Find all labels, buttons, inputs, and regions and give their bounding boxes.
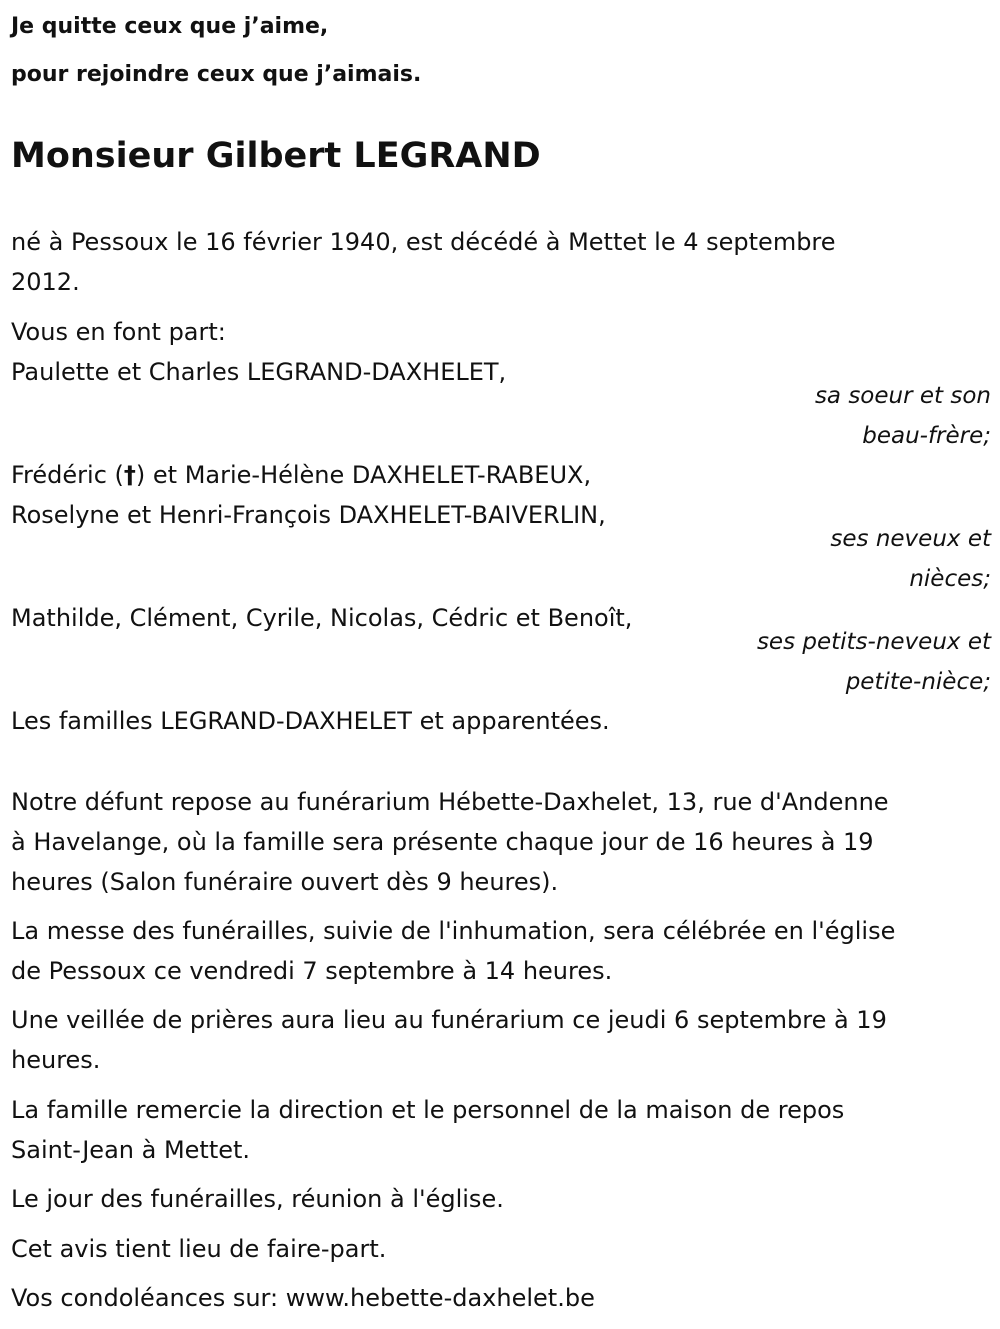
relation-nephews-line-1: ses neveux et: [830, 526, 991, 552]
cross-icon: †: [123, 461, 136, 489]
family-related: Les familles LEGRAND-DAXHELET et apparentées.: [11, 707, 610, 735]
vigil-line-1: Une veillée de prières aura lieu au funérarium ce jeudi 6 septembre à 19: [11, 1006, 887, 1034]
family-grandnephews: Mathilde, Clément, Cyrile, Nicolas, Cédric et Benoît,: [11, 604, 633, 632]
epigraph-line-2: pour rejoindre ceux que j’aimais.: [11, 62, 422, 87]
funeral-mass-line-1: La messe des funérailles, suivie de l'inhumation, sera célébrée en l'église: [11, 917, 896, 945]
repose-line-3: heures (Salon funéraire ouvert dès 9 heures).: [11, 868, 559, 896]
relation-nephews-line-2: nièces;: [909, 566, 991, 592]
birth-death-line-2: 2012.: [11, 268, 80, 296]
deceased-name: Monsieur Gilbert LEGRAND: [11, 136, 541, 176]
vigil-line-2: heures.: [11, 1046, 101, 1074]
family-frederic: [11, 455, 591, 495]
relation-grandnephews-line-1: ses petits-neveux et: [756, 629, 991, 655]
announce-text: Vous en font part:: [11, 318, 226, 346]
epigraph-line-1: Je quitte ceux que j’aime,: [11, 14, 329, 39]
birth-death-line-1: né à Pessoux le 16 février 1940, est décédé à Mettet le 4 septembre: [11, 228, 836, 256]
reunion-text: Le jour des funérailles, réunion à l'église.: [11, 1185, 504, 1213]
family-frederic-name: Frédéric (: [11, 461, 124, 489]
funeral-mass-line-2: de Pessoux ce vendredi 7 septembre à 14 heures.: [11, 957, 613, 985]
thanks-line-2: Saint-Jean à Mettet.: [11, 1136, 251, 1164]
repose-line-1: Notre défunt repose au funérarium Hébette-Daxhelet, 13, rue d'Andenne: [11, 788, 889, 816]
family-roselyne: Roselyne et Henri-François DAXHELET-BAIVERLIN,: [11, 501, 606, 529]
notice-text: Cet avis tient lieu de faire-part.: [11, 1235, 387, 1263]
thanks-line-1: La famille remercie la direction et le personnel de la maison de repos: [11, 1096, 845, 1124]
relation-grandnephews-line-2: petite-nièce;: [845, 669, 991, 695]
family-sister: Paulette et Charles LEGRAND-DAXHELET,: [11, 358, 507, 386]
relation-sister-line-2: beau-frère;: [862, 423, 991, 449]
relation-sister-line-1: sa soeur et son: [814, 383, 991, 409]
condolences-text: Vos condoléances sur: www.hebette-daxhelet.be: [11, 1284, 595, 1312]
repose-line-2: à Havelange, où la famille sera présente chaque jour de 16 heures à 19: [11, 828, 874, 856]
family-frederic-rest: ) et Marie-Hélène DAXHELET-RABEUX,: [135, 461, 592, 489]
